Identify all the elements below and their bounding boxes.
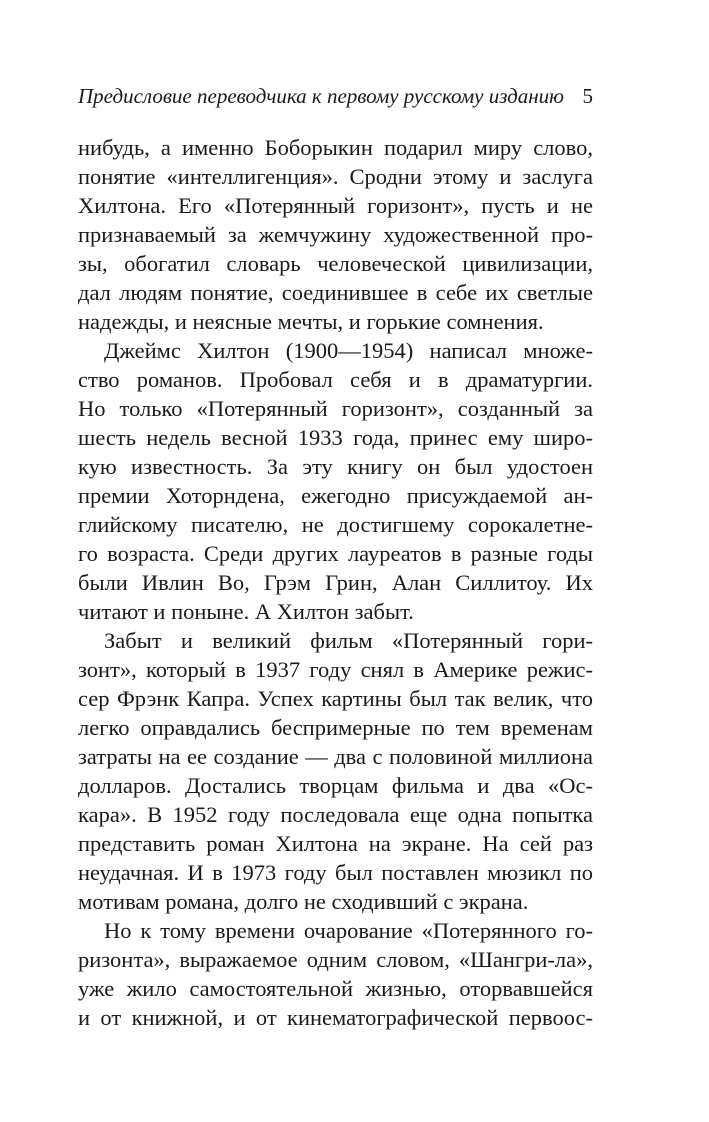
- running-header-title: Предисловие переводчика к первому русскому изданию: [78, 84, 564, 108]
- text-line: признаваемый за жемчужину художественной про-: [78, 222, 593, 247]
- text-line: и от книжной, и от кинематографической первоос-: [78, 1005, 593, 1030]
- text-line: го возраста. Среди других лауреатов в разные годы: [78, 541, 593, 566]
- text-line: Забыт и великий фильм «Потерянный гори-: [104, 628, 593, 653]
- text-line: ство романов. Пробовал себя и в драматургии.: [78, 367, 593, 392]
- text-line: долларов. Достались творцам фильма и два «Ос-: [78, 773, 593, 798]
- text-line: глийскому писателю, не достигшему сорокалетне-: [78, 512, 593, 537]
- text-line: Джеймс Хилтон (1900—1954) написал множе-: [104, 338, 593, 363]
- text-line: читают и поныне. А Хилтон забыт.: [78, 599, 414, 624]
- text-line: ризонта», выражаемое одним словом, «Шангри-ла»,: [78, 947, 593, 972]
- text-line: представить роман Хилтона на экране. На сей раз: [78, 831, 593, 856]
- text-line: шесть недель весной 1933 года, принес ему широ-: [78, 425, 593, 450]
- paragraph: [78, 336, 593, 626]
- text-line: нибудь, а именно Боборыкин подарил миру слово,: [78, 135, 593, 160]
- text-line: затраты на ее создание — два с половиной миллиона: [78, 744, 593, 769]
- text-line: Но только «Потерянный горизонт», созданный за: [78, 396, 593, 421]
- text-line: сер Фрэнк Капра. Успех картины был так велик, что: [78, 686, 593, 711]
- text-line: премии Хоторндена, ежегодно присуждаемой ан-: [78, 483, 593, 508]
- text-line: понятие «интеллигенция». Сродни этому и заслуга: [78, 164, 593, 189]
- text-line: легко оправдались беспримерные по тем временам: [78, 715, 593, 740]
- text-line: мотивам романа, долго не сходивший с экрана.: [78, 889, 529, 914]
- body-text: [78, 133, 593, 1032]
- text-line: кую известность. За эту книгу он был удостоен: [78, 454, 593, 479]
- running-header: [78, 82, 593, 112]
- paragraph: [78, 133, 593, 336]
- text-line: Хилтона. Его «Потерянный горизонт», пусть и не: [78, 193, 593, 218]
- text-line: Но к тому времени очарование «Потерянного го-: [104, 918, 593, 943]
- text-line: дал людям понятие, соединившее в себе их светлые: [78, 280, 593, 305]
- text-line: надежды, и неясные мечты, и горькие сомнения.: [78, 309, 544, 334]
- text-line: зы, обогатил словарь человеческой цивилизации,: [78, 251, 593, 276]
- text-line: были Ивлин Во, Грэм Грин, Алан Силлитоу. Их: [78, 570, 593, 595]
- paragraph: [78, 626, 593, 916]
- text-line: зонт», который в 1937 году снял в Америке режис-: [78, 657, 593, 682]
- paragraph: [78, 916, 593, 1032]
- text-line: кара». В 1952 году последовала еще одна попытка: [78, 802, 593, 827]
- text-line: неудачная. И в 1973 году был поставлен мюзикл по: [78, 860, 593, 885]
- page-number: 5: [582, 84, 593, 108]
- text-line: уже жило самостоятельной жизнью, оторвавшейся: [78, 976, 593, 1001]
